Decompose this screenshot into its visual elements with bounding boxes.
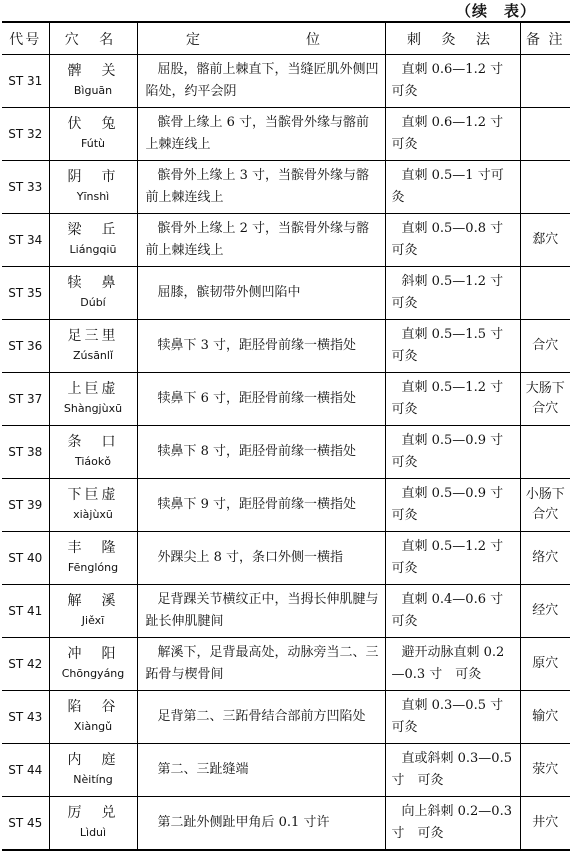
point-name-cell bbox=[49, 161, 137, 214]
point-location: 屈股，髂前上棘直下，当缝匠肌外侧凹陷处，约平会阴 bbox=[137, 55, 385, 108]
point-name: 厉 兑 bbox=[67, 804, 119, 821]
point-name: 冲 阳 bbox=[67, 646, 119, 662]
point-name: 犊 鼻 bbox=[67, 275, 119, 291]
table-row bbox=[2, 638, 570, 691]
header-name: 穴 名 bbox=[49, 22, 137, 55]
point-name: 丰 隆 bbox=[67, 540, 119, 556]
point-note: 荥穴 bbox=[520, 744, 570, 797]
point-method: 直刺 0.3—0.5 寸可灸 bbox=[385, 691, 520, 744]
table-row bbox=[2, 161, 570, 214]
point-method: 直刺 0.5—1 寸可灸 bbox=[385, 161, 520, 214]
point-code: ST 33 bbox=[2, 161, 49, 214]
point-location: 髌骨外上缘上 3 寸，当髌骨外缘与髂前上棘连线上 bbox=[137, 161, 385, 214]
point-method: 直刺 0.5—1.5 寸可灸 bbox=[385, 320, 520, 373]
point-pinyin: Nèitíng bbox=[73, 773, 113, 786]
header-method: 刺 灸 法 bbox=[385, 22, 520, 55]
point-location: 犊鼻下 3 寸，距胫骨前缘一横指处 bbox=[137, 320, 385, 373]
point-name: 足三里 bbox=[67, 328, 119, 344]
point-note: 输穴 bbox=[520, 691, 570, 744]
point-pinyin: Fēnglóng bbox=[67, 561, 119, 574]
header-code: 代号 bbox=[2, 22, 49, 55]
point-name-cell bbox=[49, 267, 137, 320]
header-note: 备 注 bbox=[520, 22, 570, 55]
point-name-cell bbox=[49, 320, 137, 373]
point-pinyin: Xiàngǔ bbox=[73, 720, 113, 733]
point-note bbox=[520, 267, 570, 320]
point-pinyin: Zúsānlǐ bbox=[72, 349, 114, 362]
point-method: 直刺 0.4—0.6 寸可灸 bbox=[385, 585, 520, 638]
table-row bbox=[2, 479, 570, 532]
table-row bbox=[2, 108, 570, 161]
header-location: 定 位 bbox=[137, 22, 385, 55]
table-row bbox=[2, 55, 570, 108]
point-code: ST 39 bbox=[2, 479, 49, 532]
header-row bbox=[2, 22, 570, 55]
point-method: 斜刺 0.5—1.2 寸可灸 bbox=[385, 267, 520, 320]
point-name: 条 口 bbox=[67, 434, 119, 450]
point-pinyin: Liángqiū bbox=[69, 243, 117, 256]
table-row bbox=[2, 320, 570, 373]
point-note: 合穴 bbox=[520, 320, 570, 373]
point-method: 向上斜刺 0.2—0.3 寸 可灸 bbox=[385, 797, 520, 850]
point-location: 足背踝关节横纹正中，当拇长伸肌腱与趾长伸肌腱间 bbox=[137, 585, 385, 638]
point-name: 阴 市 bbox=[67, 169, 119, 185]
point-location: 髌骨上缘上 6 寸，当髌骨外缘与髂前上棘连线上 bbox=[137, 108, 385, 161]
point-location: 犊鼻下 9 寸，距胫骨前缘一横指处 bbox=[137, 479, 385, 532]
point-location: 解溪下，足背最高处，动脉旁当二、三跖骨与楔骨间 bbox=[137, 638, 385, 691]
point-code: ST 40 bbox=[2, 532, 49, 585]
point-method: 直刺 0.5—1.2 寸可灸 bbox=[385, 373, 520, 426]
continued-label: （续 表） bbox=[455, 2, 536, 20]
point-pinyin: Lìduì bbox=[79, 825, 107, 839]
point-pinyin: Jiěxī bbox=[81, 614, 105, 627]
table-row bbox=[2, 267, 570, 320]
point-pinyin: Tiáokǒ bbox=[74, 455, 111, 468]
point-name-cell bbox=[49, 797, 137, 850]
table-row bbox=[2, 691, 570, 744]
table-row bbox=[2, 214, 570, 267]
point-pinyin: Bìguān bbox=[73, 84, 113, 97]
point-method: 直刺 0.5—1.2 寸可灸 bbox=[385, 532, 520, 585]
point-name: 上巨虚 bbox=[67, 381, 119, 397]
point-note bbox=[520, 108, 570, 161]
table-row bbox=[2, 373, 570, 426]
point-name-cell bbox=[49, 108, 137, 161]
point-pinyin: Dúbí bbox=[80, 296, 106, 309]
point-method: 避开动脉直刺 0.2—0.3 寸 可灸 bbox=[385, 638, 520, 691]
point-note: 小肠下合穴 bbox=[520, 479, 570, 532]
point-method: 直刺 0.5—0.8 寸可灸 bbox=[385, 214, 520, 267]
point-name: 梁 丘 bbox=[67, 222, 119, 238]
point-method: 直或斜刺 0.3—0.5 寸 可灸 bbox=[385, 744, 520, 797]
point-location: 屈膝，髌韧带外侧凹陷中 bbox=[137, 267, 385, 320]
point-location: 第二、三趾缝端 bbox=[137, 744, 385, 797]
point-pinyin: Fútù bbox=[81, 137, 105, 150]
point-name: 下巨虚 bbox=[67, 487, 119, 503]
point-note bbox=[520, 426, 570, 479]
table-row bbox=[2, 532, 570, 585]
point-location: 犊鼻下 8 寸，距胫骨前缘一横指处 bbox=[137, 426, 385, 479]
point-name: 髀 关 bbox=[67, 63, 119, 79]
point-code: ST 41 bbox=[2, 585, 49, 638]
point-name: 伏 兔 bbox=[67, 116, 119, 132]
point-name-cell bbox=[49, 744, 137, 797]
point-name-cell bbox=[49, 638, 137, 691]
table-row bbox=[2, 426, 570, 479]
point-method: 直刺 0.6—1.2 寸可灸 bbox=[385, 108, 520, 161]
acupoint-table bbox=[2, 21, 570, 851]
point-code: ST 31 bbox=[2, 55, 49, 108]
point-method: 直刺 0.6—1.2 寸可灸 bbox=[385, 55, 520, 108]
point-name-cell bbox=[49, 585, 137, 638]
point-location: 外踝尖上 8 寸，条口外侧一横指 bbox=[137, 532, 385, 585]
point-code: ST 44 bbox=[2, 744, 49, 797]
point-name-cell bbox=[49, 214, 137, 267]
table-row bbox=[2, 585, 570, 638]
point-note: 络穴 bbox=[520, 532, 570, 585]
point-code: ST 32 bbox=[2, 108, 49, 161]
point-pinyin: Chōngyáng bbox=[61, 667, 125, 680]
point-method: 直刺 0.5—0.9 寸可灸 bbox=[385, 426, 520, 479]
point-pinyin: Yīnshì bbox=[76, 190, 110, 203]
point-pinyin: Shàngjùxū bbox=[63, 402, 123, 415]
point-name-cell bbox=[49, 479, 137, 532]
point-location: 第二趾外侧趾甲角后 0.1 寸许 bbox=[137, 797, 385, 850]
point-location: 犊鼻下 6 寸，距胫骨前缘一横指处 bbox=[137, 373, 385, 426]
point-note bbox=[520, 55, 570, 108]
point-code: ST 45 bbox=[2, 797, 49, 850]
point-location: 髌骨外上缘上 2 寸，当髌骨外缘与髂前上棘连线上 bbox=[137, 214, 385, 267]
point-note: 原穴 bbox=[520, 638, 570, 691]
point-code: ST 42 bbox=[2, 638, 49, 691]
point-code: ST 36 bbox=[2, 320, 49, 373]
point-name-cell bbox=[49, 532, 137, 585]
point-name: 陷 谷 bbox=[67, 699, 119, 715]
point-note: 郄穴 bbox=[520, 214, 570, 267]
point-name: 解 溪 bbox=[67, 593, 119, 609]
point-code: ST 43 bbox=[2, 691, 49, 744]
point-name-cell bbox=[49, 55, 137, 108]
point-code: ST 37 bbox=[2, 373, 49, 426]
point-note: 经穴 bbox=[520, 585, 570, 638]
point-note: 井穴 bbox=[520, 797, 570, 850]
point-code: ST 34 bbox=[2, 214, 49, 267]
point-name-cell bbox=[49, 373, 137, 426]
point-note bbox=[520, 161, 570, 214]
table-row bbox=[2, 797, 570, 850]
point-note: 大肠下合穴 bbox=[520, 373, 570, 426]
point-pinyin: xiàjùxū bbox=[73, 508, 113, 521]
point-location: 足背第二、三跖骨结合部前方凹陷处 bbox=[137, 691, 385, 744]
point-name-cell bbox=[49, 691, 137, 744]
point-method: 直刺 0.5—0.9 寸可灸 bbox=[385, 479, 520, 532]
point-name: 内 庭 bbox=[67, 752, 119, 768]
point-name-cell bbox=[49, 426, 137, 479]
point-code: ST 38 bbox=[2, 426, 49, 479]
point-code: ST 35 bbox=[2, 267, 49, 320]
table-row bbox=[2, 744, 570, 797]
